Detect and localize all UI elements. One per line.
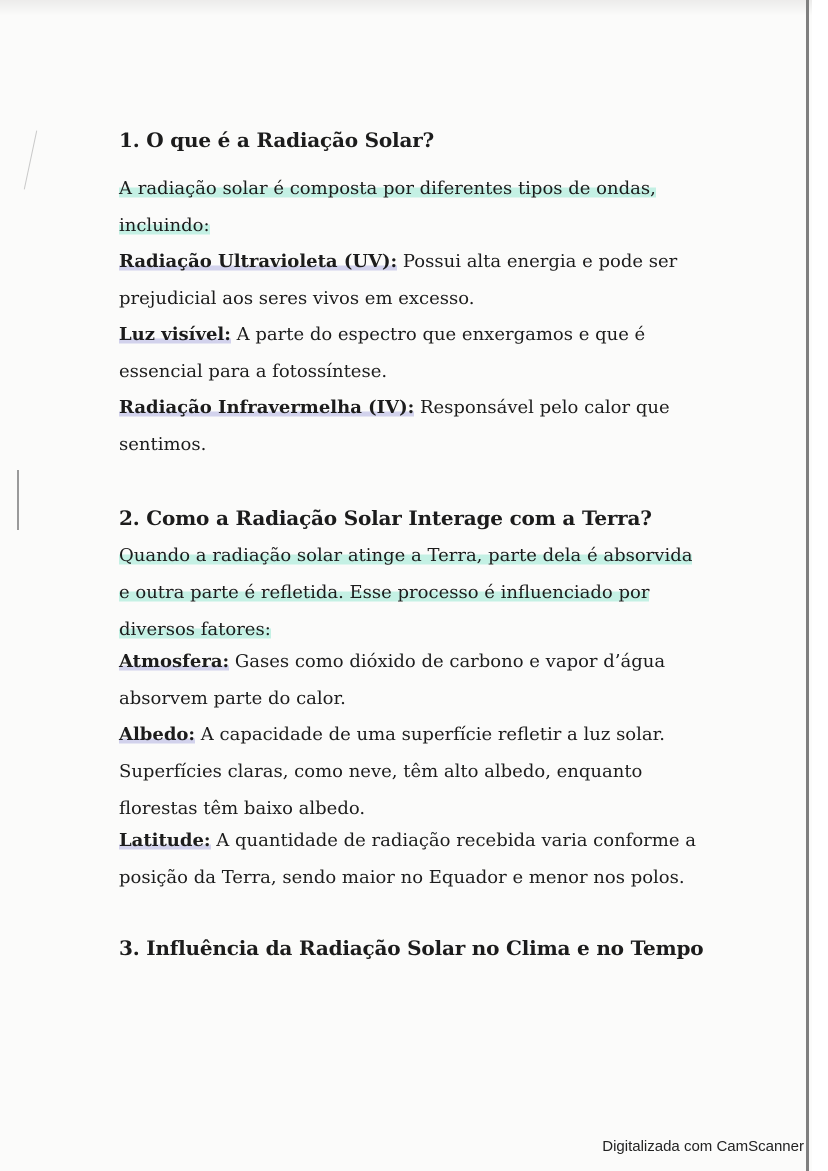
- section-1-heading: 1. O que é a Radiação Solar?: [119, 128, 435, 152]
- term-description: A parte do espectro que enxergamos e que é essencial para a fotossíntese.: [119, 324, 646, 382]
- term-description: A quantidade de radiação recebida varia conforme a posição da Terra, sendo maior no Equador e menor nos polos.: [119, 830, 696, 888]
- page-edge-line: [806, 0, 809, 1171]
- scan-fold-line: [24, 131, 37, 190]
- section-1-intro: [119, 170, 659, 244]
- term-description: Possui alta energia e pode ser prejudicial aos seres vivos em excesso.: [119, 251, 678, 309]
- term-description: Responsável pelo calor que sentimos.: [119, 397, 670, 455]
- term-label: Albedo:: [119, 724, 196, 745]
- scan-top-shadow: [0, 0, 828, 16]
- section-2-item-latitude: [119, 822, 704, 896]
- term-label: Atmosfera:: [119, 651, 230, 672]
- section-1-item-uv: [119, 243, 704, 317]
- term-label: Radiação Ultravioleta (UV):: [119, 251, 398, 272]
- term-label: Radiação Infravermelha (IV):: [119, 397, 415, 418]
- highlighted-text: A radiação solar é composta por diferentes tipos de ondas, incluindo:: [119, 178, 656, 236]
- highlighted-text: Quando a radiação solar atinge a Terra, parte dela é absorvida e outra parte é refletida. Esse processo é influenciado por diversos fatores:: [119, 545, 693, 640]
- term-label: Luz visível:: [119, 324, 231, 345]
- term-description: A capacidade de uma superfície refletir a luz solar. Superfícies claras, como neve, têm alto albedo, enquanto florestas têm baixo albedo.: [119, 724, 665, 819]
- section-2-intro: [119, 537, 699, 648]
- section-1-item-visible-light: [119, 316, 704, 390]
- section-2-heading: 2. Como a Radiação Solar Interage com a Terra?: [119, 506, 652, 530]
- camscanner-watermark: Digitalizada com CamScanner: [602, 1138, 804, 1155]
- section-2-item-atmosphere: [119, 643, 679, 717]
- scan-artifact-mark: [17, 470, 19, 530]
- term-label: Latitude:: [119, 830, 211, 851]
- section-2-item-albedo: [119, 716, 679, 827]
- term-description: Gases como dióxido de carbono e vapor d’água absorvem parte do calor.: [119, 651, 666, 709]
- scan-margin: [812, 0, 828, 1171]
- section-1-item-ir: [119, 389, 679, 463]
- section-3-heading: 3. Influência da Radiação Solar no Clima e no Tempo: [119, 936, 704, 960]
